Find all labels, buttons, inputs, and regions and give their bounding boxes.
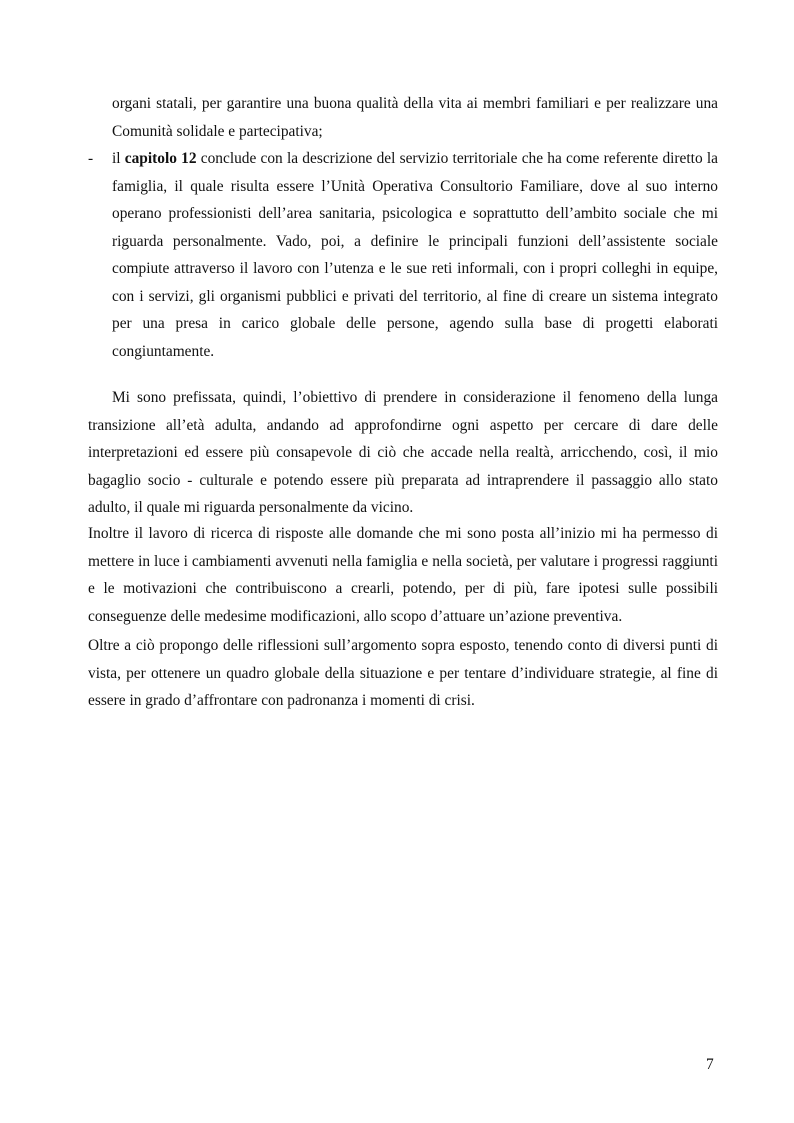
chapter-reference: capitolo 12 [124,150,197,167]
bullet-body: conclude con la descrizione del servizio territoriale che ha come referente diretto la famiglia, il quale risulta essere l’Unità Operativa Consultorio Familiare, dove al suo interno operano professionisti dell’area sanitaria, psicologica e soprattutto dell’ambito sociale che mi riguarda personalmente. Vado, poi, a definire le principali funzioni dell’assistente sociale compiute attraverso il lavoro con l’utenza e le sue reti informali, con i propri colleghi in equipe, con i servizi, gli organismi pubblici e privati del territorio, al fine di creare un sistema integrato per una presa in carico globale delle persone, agendo sulla base di progetti elaborati congiuntamente. [112,150,718,360]
bullet-marker: - [88,150,94,167]
paragraph-research: Inoltre il lavoro di ricerca di risposte alle domande che mi sono posta all’inizio mi ha permesso di mettere in luce i cambiamenti avvenuti nella famiglia e nella società, per valutare i progressi raggiunti e le motivazioni che contribuiscono a crearli, potendo, per di più, fare ipotesi sulle possibili conseguenze delle medesime modificazioni, allo scopo d’attuare un’azione preventiva. [88,525,718,625]
bullet-text [112,145,718,365]
bullet-prefix: il [112,150,121,167]
bullet-list-item [88,145,718,365]
list-continuation-text: organi statali, per garantire una buona qualità della vita ai membri familiari e per realizzare una Comunità solidale e partecipativa; [112,95,718,140]
paragraph-objective: Mi sono prefissata, quindi, l’obiettivo di prendere in considerazione il fenomeno della lunga transizione all’età adulta, andando ad approfondirne ogni aspetto per cercare di dare delle interpretazioni ed essere più consapevole di ciò che accade nella realtà, arricchendo, così, il mio bagaglio socio - culturale e potendo essere più preparata ad intraprendere il passaggio allo stato adulto, il quale mi riguarda personalmente da vicino. [88,389,718,516]
paragraph-reflections: Oltre a ciò propongo delle riflessioni sull’argomento sopra esposto, tenendo conto di diversi punti di vista, per ottenere un quadro globale della situazione e per tentare d’individuare strategie, al fine di essere in grado d’affrontare con padronanza i momenti di crisi. [88,637,718,709]
page-number: 7 [706,1056,714,1073]
